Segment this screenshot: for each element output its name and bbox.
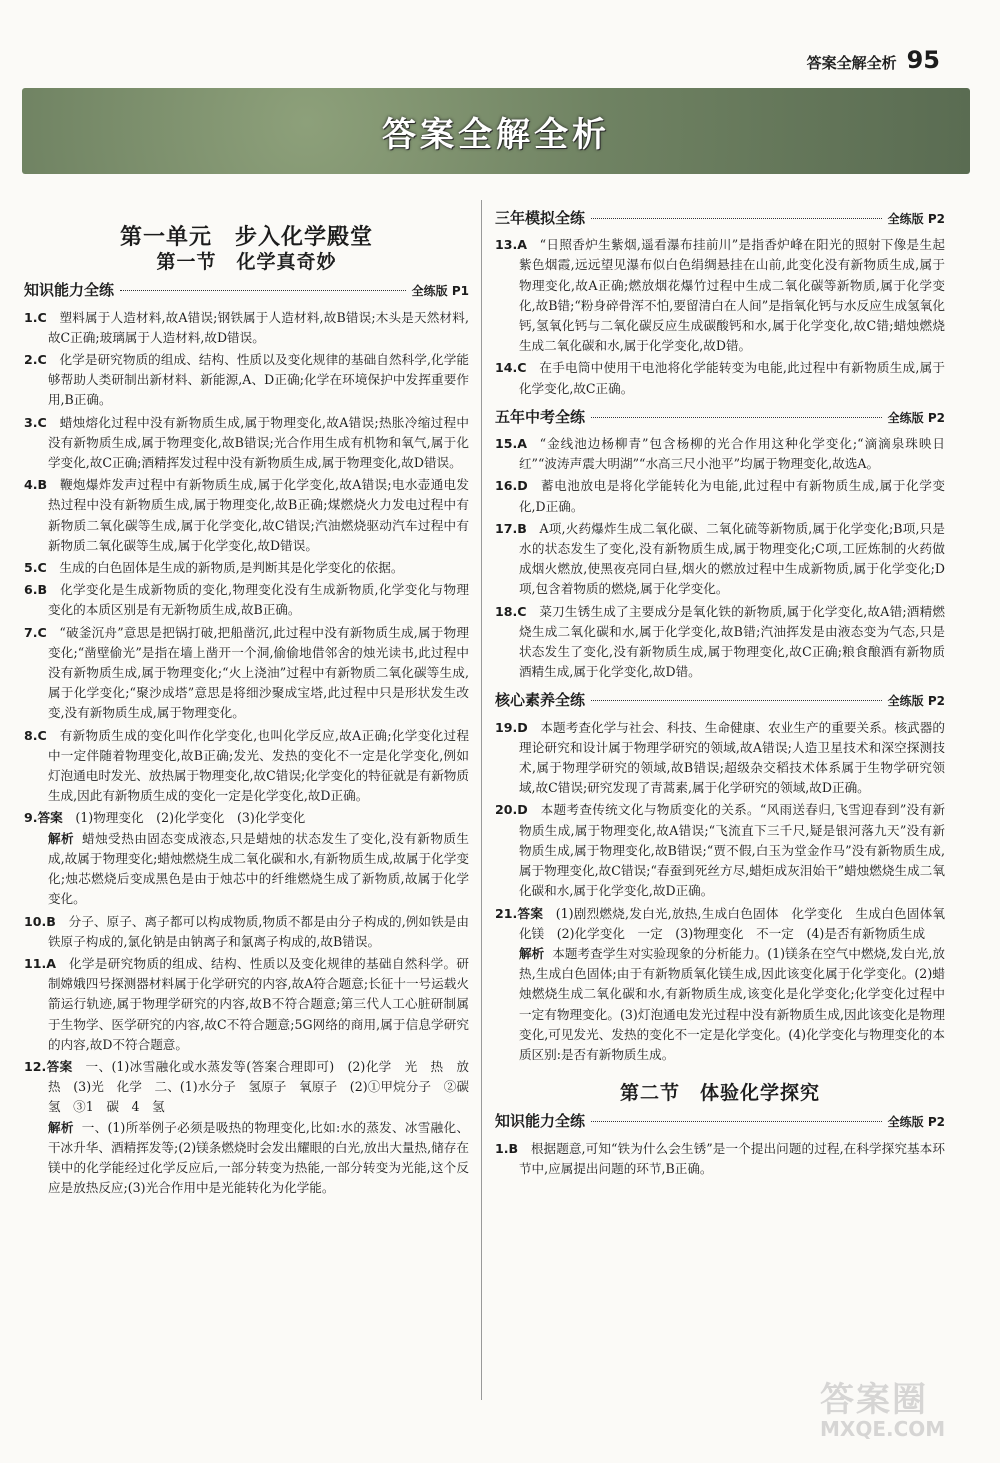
answer-text: 蓄电池放电是将化学能转化为电能,此过程中有新物质生成,属于化学变化,D正确。	[518, 478, 945, 514]
answer-number: 13.A	[495, 237, 528, 253]
dotted-leader	[591, 1121, 882, 1122]
section-heading-ref: 全练版 P2	[887, 410, 945, 425]
section-heading	[495, 690, 945, 711]
dotted-leader	[120, 290, 406, 291]
right-column	[495, 200, 945, 1181]
answer-number: 2.C	[24, 352, 47, 368]
explanation-text: 一、(1)所举例子必须是吸热的物理变化,比如:水的蒸发、冰雪融化、干冰升华、酒精挥发等;(2)镁条燃烧时会发出耀眼的白光,放出大量热,储存在镁中的化学能经过化学反应后,一部分转变为热能,一部分转变为光能,这个反应是放热反应;(3)光合作用中是光能转化为化学能。	[47, 1119, 469, 1196]
answer-item	[24, 308, 469, 348]
section-heading	[495, 1111, 945, 1132]
answer-item	[24, 1057, 482, 1198]
answer-text: 化学变化是生成新物质的变化,物理变化没有生成新物质,化学变化与物理变化的本质区别是有无新物质生成,故B正确。	[47, 582, 469, 618]
answer-item	[24, 912, 469, 952]
answer-item	[495, 1139, 945, 1179]
answer-item	[495, 358, 945, 398]
section-heading-ref: 全练版 P2	[887, 1115, 945, 1130]
answer-list	[495, 718, 945, 1065]
answer-number: 4.B	[24, 477, 48, 493]
answer-text: 菜刀生锈生成了主要成分是氧化铁的新物质,属于化学变化,故A错;酒精燃烧生成二氧化碳和水,属于化学变化,故B错;汽油挥发是由液态变为气态,只是状态发生了变化,没有新物质生成,属于物理变化,故C正确;粮食酿酒有新物质酒精生成,属于化学变化,故D错。	[518, 603, 945, 680]
explanation-text: 本题考查学生对实验现象的分析能力。(1)镁条在空气中燃烧,发白光,放热,生成白色固体;由于有新物质氧化镁生成,因此该变化属于化学变化。(2)蜡烛燃烧生成二氧化碳和水,有新物质生成,该变化是化学变化;化学变化过程中一定有物理变化。(3)灯泡通电发光过程中没有新物质生成,因此该变化是物理变化,可见发光、发热的变化不一定是化学变化。(4)化学变化与物理变化的本质区别:是否有新物质生成。	[518, 945, 945, 1062]
watermark-line1: 答案圈	[820, 1380, 928, 1420]
section-title: 第二节 体验化学探究	[619, 1082, 820, 1105]
answer-text: 鞭炮爆炸发声过程中有新物质生成,属于化学变化,故A错误;电水壶通电发热过程中没有新物质生成,属于物理变化,故B正确;煤燃烧火力发电过程中有新物质二氧化碳等生成,属于化学变化,故C错误;汽油燃烧驱动汽车过程中有新物质二氧化碳等生成,属于化学变化,故D错误。	[47, 477, 469, 553]
answer-number: 10.B	[24, 913, 56, 929]
answer-text: 有新物质生成的变化叫作化学变化,也叫化学反应,故A正确;化学变化过程中一定伴随着物理变化,故B正确;发光、发热的变化不一定是化学变化,例如灯泡通电时发光、放热属于物理变化,故C错误;化学变化的特征就是有新物质生成,因此有新物质生成的变化一定是化学变化,故D正确。	[47, 727, 469, 804]
section-title: 第一节 化学真奇妙	[156, 251, 337, 274]
answer-text: 分子、原子、离子都可以构成物质,物质不都是由分子构成的,例如铁是由铁原子构成的,氯化钠是由钠离子和氯离子构成的,故B错误。	[47, 913, 469, 949]
answer-item	[495, 800, 945, 901]
explanation-label: 解析	[47, 1119, 74, 1135]
section-heading	[495, 407, 945, 428]
answer-number: 16.D	[495, 478, 528, 494]
section-heading	[495, 208, 945, 229]
answer-item	[24, 808, 469, 909]
answer-text: 在手电筒中使用干电池将化学能转变为电能,此过程中有新物质生成,属于化学变化,故C正确。	[518, 360, 945, 396]
section-heading-name: 核心素养全练	[495, 691, 586, 710]
answer-number: 11.A	[24, 955, 57, 971]
answer-number: 20.D	[495, 802, 528, 818]
answer-text: 化学是研究物质的组成、结构、性质以及变化规律的基础自然科学,化学能够帮助人类研制出新材料、新能源,A、D正确;化学在环境保护中发挥重要作用,B正确。	[47, 352, 469, 408]
answer-number: 7.C	[24, 624, 47, 640]
answer-number: 17.B	[495, 520, 527, 536]
answer-text: 生成的白色固体是生成的新物质,是判断其是化学变化的依据。	[59, 560, 404, 576]
answer-number: 21.答案	[495, 905, 544, 921]
section-heading-name: 五年中考全练	[495, 407, 586, 426]
answer-list	[24, 308, 482, 1199]
answer-text: 一、(1)冰雪融化或水蒸发等(答案合理即可) (2)化学 光 热 放热 (3)光 化学 二、(1)水分子 氢原子 氧原子 (2)①甲烷分子 ②碳 氢 ③1 碳 4 氢	[47, 1058, 482, 1115]
watermark-line2: MXQE.COM	[820, 1417, 946, 1441]
answer-number: 14.C	[495, 360, 527, 376]
answer-text: “金线池边杨柳青”包含杨柳的光合作用这种化学变化;“滴滴泉珠映日红”“波涛声震大明湖”“水高三尺小池平”均属于物理变化,故选A。	[518, 436, 945, 472]
dotted-leader	[591, 700, 882, 701]
answer-item	[24, 954, 469, 1055]
answer-text: 根据题意,可知“铁为什么会生锈”是一个提出问题的过程,在科学探究基本环节中,应属提出问题的环节,B正确。	[518, 1140, 945, 1176]
answer-number: 8.C	[24, 727, 47, 743]
answer-text: (1)剧烈燃烧,发白光,放热,生成白色固体 化学变化 生成白色固体氧化镁 (2)化学变化 一定 (3)物理变化 不一定 (4)是否有新物质生成	[518, 905, 945, 941]
answer-item	[24, 726, 469, 807]
answer-text: 本题考查化学与社会、科技、生命健康、农业生产的重要关系。核武器的理论研究和设计属于物理学研究的领域,故A错误;人造卫星技术和深空探测技术,属于物理学研究的领域,故B错误;超级杂交稻技术体系属于生物学研究领域,故C错误;研究发现了青蒿素,属于化学研究的领域,故D正确。	[518, 719, 945, 796]
answer-item	[24, 580, 469, 620]
unit-title: 第一单元 步入化学殿堂	[119, 225, 373, 250]
answer-number: 9.答案	[24, 810, 63, 826]
watermark-logo	[820, 1372, 970, 1441]
answer-list	[495, 235, 945, 399]
banner-title: 答案全解全析	[382, 114, 610, 155]
page-header	[807, 46, 940, 74]
answer-item	[495, 718, 945, 799]
answer-item	[495, 476, 945, 516]
answer-number: 1.C	[24, 309, 47, 325]
answer-text: 塑料属于人造材料,故A错误;钢铁属于人造材料,故B错误;木头是天然材料,故C正确;玻璃属于人造材料,故D错误。	[47, 309, 469, 345]
answer-number: 15.A	[495, 436, 528, 452]
answer-text: 蜡烛熔化过程中没有新物质生成,属于物理变化,故A错误;热胀冷缩过程中没有新物质生成,属于物理变化,故B错误;光合作用生成有机物和氧气,属于化学变化,故C正确;酒精挥发过程中没有新物质生成,属于物理变化,故D错误。	[47, 414, 469, 471]
header-title: 答案全解全析	[806, 54, 897, 72]
answer-item	[24, 558, 469, 578]
answer-item	[24, 475, 469, 556]
section-heading-name: 知识能力全练	[495, 1112, 586, 1131]
answer-list	[495, 434, 945, 682]
answer-number: 1.B	[495, 1140, 519, 1156]
section-heading-name: 三年模拟全练	[495, 209, 586, 227]
title-banner	[22, 88, 970, 174]
answer-item	[24, 623, 469, 724]
answer-text: “日照香炉生紫烟,遥看瀑布挂前川”是指香炉峰在阳光的照射下像是生起紫色烟霞,远远望见瀑布似白色绢绸悬挂在山前,此变化没有新物质生成,属于物理变化,故A正确;燃放烟花爆竹过程中生成二氧化碳等新物质,属于化学变化,故B错;“粉身碎骨浑不怕,要留清白在人间”是指氧化钙与水反应生成氢氧化钙,氢氧化钙与二氧化碳反应生成碳酸钙和水,属于化学变化,故C错;蜡烛燃烧生成二氧化碳和水,属于化学变化,故D错。	[518, 237, 945, 354]
explanation-text: 蜡烛受热由固态变成液态,只是蜡烛的状态发生了变化,没有新物质生成,故属于物理变化;蜡烛燃烧生成二氧化碳和水,有新物质生成,故属于化学变化;烛芯燃烧后变成黑色是由于烛芯中的纤维燃烧生成了新物质,故属于化学变化。	[47, 830, 469, 907]
answer-number: 6.B	[24, 582, 48, 598]
answer-item	[495, 602, 945, 683]
answer-item	[495, 519, 945, 600]
answer-item	[495, 434, 945, 474]
left-column	[24, 200, 482, 1200]
answer-number: 5.C	[24, 560, 47, 576]
answer-text: 本题考查传统文化与物质变化的关系。“风雨送春归,飞雪迎春到”没有新物质生成,属于物理变化,故A错误;“飞流直下三千尺,疑是银河落九天”没有新物质生成,属于物理变化,故B错误;“贾不假,白玉为堂金作马”没有新物质生成,属于物理变化,故C错误;“春蚕到死丝方尽,蜡炬成灰泪始干”蜡烛燃烧生成二氧化碳和水,属于化学变化,故D正确。	[518, 802, 945, 899]
answer-number: 12.答案	[24, 1058, 73, 1074]
section-heading-ref: 全练版 P1	[411, 284, 469, 299]
column-divider	[481, 200, 482, 1400]
section-heading-name: 知识能力全练	[24, 281, 115, 300]
section-heading	[24, 280, 469, 301]
explanation-label: 解析	[47, 830, 75, 846]
answer-item	[24, 350, 469, 411]
answer-text: 化学是研究物质的组成、结构、性质以及变化规律的基础自然科学。研制嫦娥四号探测器材料属于化学研究的内容,故A符合题意;长征十一号运载火箭运行轨迹,属于物理学研究的内容,故B不符合题意;第三代人工心脏研制属于生物学、医学研究的内容,故C不符合题意;5G网络的商用,属于信息学研究的内容,故D不符合题意。	[47, 955, 469, 1052]
answer-item	[24, 413, 469, 474]
dotted-leader	[591, 218, 882, 219]
dotted-leader	[591, 417, 882, 418]
answer-text: A项,火药爆炸生成二氧化碳、二氧化硫等新物质,属于化学变化;B项,只是水的状态发生了变化,没有新物质生成,属于物理变化;C项,工匠炼制的火药做成烟火燃放,使黑夜亮同白昼,烟火的燃放过程中生成新物质,属于化学变化;D项,包含着物质的燃烧,属于化学变化。	[518, 520, 945, 597]
answer-number: 19.D	[495, 719, 528, 735]
explanation-label: 解析	[518, 945, 545, 961]
section-heading-ref: 全练版 P2	[887, 212, 945, 226]
answer-number: 18.C	[495, 603, 527, 619]
answer-list	[495, 1139, 945, 1179]
answer-text: (1)物理变化 (2)化学变化 (3)化学变化	[75, 810, 306, 826]
answer-item	[495, 904, 945, 1066]
section-heading-ref: 全练版 P2	[887, 694, 945, 709]
page-number: 95	[906, 46, 940, 74]
answer-item	[495, 235, 945, 356]
answer-text: “破釜沉舟”意思是把锅打破,把船凿沉,此过程中没有新物质生成,属于物理变化;“凿壁偷光”是指在墙上凿开一个洞,偷偷地借邻舍的烛光读书,此过程中没有新物质生成,属于物理变化;“火上浇油”过程中有新物质二氧化碳等生成,属于化学变化;“聚沙成塔”意思是将细沙聚成宝塔,此过程中只是形状发生改变,没有新物质生成,属于物理变化。	[47, 624, 469, 721]
answer-number: 3.C	[24, 414, 47, 430]
